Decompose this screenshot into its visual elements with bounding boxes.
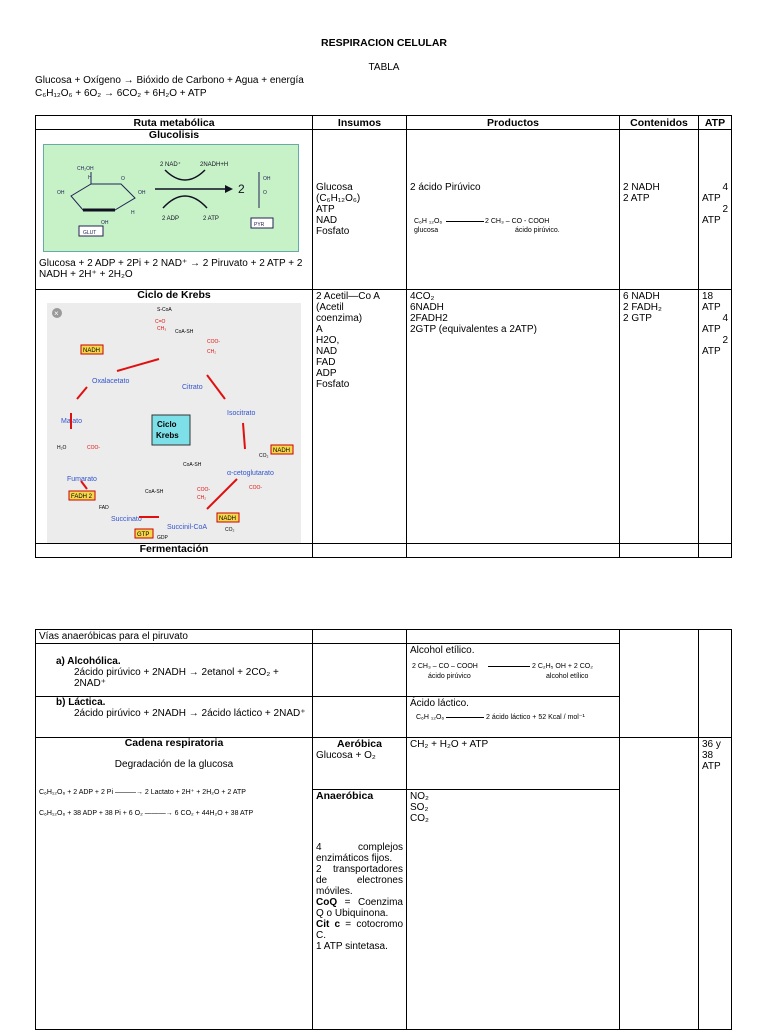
svg-text:α-cetoglutarato: α-cetoglutarato: [227, 470, 274, 477]
insumo-line: NAD: [316, 215, 338, 226]
svg-text:OH: OH: [101, 220, 109, 226]
svg-text:CH₂: CH₂: [207, 349, 217, 355]
coq-label: CoQ: [316, 897, 338, 908]
atp-unit: ATP: [702, 193, 721, 204]
svg-text:CoA-SH: CoA-SH: [183, 462, 202, 468]
complejos-text: 4 complejos enzimáticos fijos.: [316, 842, 403, 864]
glucolisis-diagram: [43, 144, 299, 252]
formula-equation: C₆H₁₂O₆ + 6O₂ → 6CO₂ + 6H₂O + ATP: [35, 88, 207, 99]
atp-unit: ATP: [702, 302, 721, 313]
svg-text:COO-: COO-: [197, 487, 211, 493]
insumo-line: coenzima): [316, 313, 363, 324]
svg-text:CH₂: CH₂: [197, 495, 207, 501]
svg-text:FADH 2: FADH 2: [71, 494, 93, 500]
page-title: RESPIRACION CELULAR: [320, 37, 447, 49]
lactica-formula: C₆H ₁₂O₆ 2 ácido láctico + 52 Kcal / mol⁻¹: [416, 714, 585, 721]
aerobica-productos: CH₂ + H₂O + ATP: [407, 738, 620, 790]
svg-text:H: H: [131, 210, 135, 216]
svg-text:Fumarato: Fumarato: [67, 476, 97, 483]
svg-text:S-CoA: S-CoA: [157, 307, 172, 313]
glucolisis-equation: Glucosa + 2 ADP + 2Pi + 2 NAD⁺ → 2 Piruvato + 2 ATP + 2 NADH + 2H⁺ + 2H₂O: [39, 258, 303, 280]
cadena-formula-2: C₆H₁₂O₆ + 38 ADP + 38 Pi + 6 O₂ ———→ 6 CO₂ + 44H₂O + 38 ATP: [39, 810, 254, 817]
alcoholica-formula: 2 CH₃ – CO – COOH 2 C₂H₅ OH + 2 CO₂ ácido pirúvico alcohol etílico: [412, 663, 593, 680]
producto-line: 2FADH2: [410, 313, 448, 324]
krebs-cycle-figure: [47, 303, 301, 543]
header-atp: ATP: [699, 116, 732, 130]
aerobica-insumos: Glucosa + O₂: [316, 750, 376, 761]
svg-text:Oxalacetato: Oxalacetato: [92, 378, 130, 385]
glucolisis-producto: 2 ácido Pirúvico: [410, 182, 481, 193]
svg-text:C=O: C=O: [155, 319, 166, 325]
degradacion-text: Degradación de la glucosa: [114, 759, 234, 770]
atp-unit: ATP: [702, 761, 721, 772]
krebs-label: Ciclo de Krebs: [137, 289, 211, 301]
atp-sintetasa-text: 1 ATP sintetasa.: [316, 941, 388, 952]
svg-text:Succinil-CoA: Succinil-CoA: [167, 524, 208, 531]
svg-text:2 ATP: 2 ATP: [203, 216, 219, 222]
contenido-line: 2 ATP: [623, 193, 650, 204]
insumo-line: Glucosa: [316, 182, 353, 193]
metabolic-table: [35, 115, 732, 558]
svg-text:CH₂OH: CH₂OH: [77, 166, 94, 172]
producto-line: CO₂: [410, 813, 429, 824]
svg-text:Krebs: Krebs: [156, 431, 179, 440]
svg-text:NADH: NADH: [219, 516, 237, 522]
svg-text:Ciclo: Ciclo: [157, 420, 177, 429]
cadena-label: Cadena respiratoria: [124, 737, 224, 749]
svg-text:H₂O: H₂O: [57, 445, 67, 451]
cit-label: Cit c: [316, 919, 341, 930]
insumo-line: ATP: [316, 204, 335, 215]
vias-header: Vías anaeróbicas para el piruvato: [36, 630, 313, 644]
svg-text:CO₂: CO₂: [259, 453, 269, 459]
glucolisis-formula: C₆H ₁₂O₆ 2 CH₃ – CO - COOH glucosa ácido pirúvico.: [414, 218, 560, 234]
svg-text:COO-: COO-: [207, 339, 221, 345]
svg-text:GTP: GTP: [137, 532, 150, 538]
svg-text:2 ADP: 2 ADP: [162, 216, 180, 222]
svg-text:Isocitrato: Isocitrato: [227, 410, 256, 417]
fermentacion-label: Fermentación: [36, 544, 313, 558]
atp-unit: ATP: [702, 324, 721, 335]
lactica-producto: Ácido láctico.: [410, 698, 469, 709]
contenido-line: 2 FADH₂: [623, 302, 662, 313]
anaerobica-label: Anaeróbica: [316, 790, 374, 802]
producto-line: 4CO₂: [410, 291, 435, 302]
producto-line: 2GTP (equivalentes a 2ATP): [410, 324, 537, 335]
contenido-line: 2 NADH: [623, 182, 660, 193]
atp-value: 2: [722, 335, 728, 346]
producto-line: NO₂: [410, 791, 429, 802]
atp-value: 4: [722, 313, 728, 324]
svg-text:×: ×: [54, 309, 59, 318]
insumo-line: A: [316, 324, 323, 335]
insumo-line: NAD: [316, 346, 338, 357]
svg-text:FAD: FAD: [99, 505, 109, 511]
svg-text:COO-: COO-: [87, 445, 101, 451]
cadena-formula-1: C₆H₁₂O₆ + 2 ADP + 2 Pi ———→ 2 Lactato + 2H⁺ + 2H₂O + 2 ATP: [39, 789, 246, 796]
svg-text:CoA-SH: CoA-SH: [175, 329, 194, 335]
page-subtitle: TABLA: [368, 62, 400, 73]
contenido-line: 2 GTP: [623, 313, 652, 324]
atp-value: 38: [702, 750, 714, 761]
svg-text:PYR: PYR: [254, 222, 265, 228]
header-ruta: Ruta metabólica: [36, 116, 313, 130]
header-contenidos: Contenidos: [620, 116, 699, 130]
svg-text:GDP: GDP: [157, 535, 168, 541]
insumo-line: (Acetil: [316, 302, 344, 313]
lactica-text: 2ácido pirúvico + 2NADH → 2ácido láctico + 2NAD⁺: [74, 708, 306, 719]
atp-value: 4: [722, 182, 728, 193]
atp-value: 18: [702, 291, 714, 302]
svg-text:H: H: [88, 175, 92, 181]
svg-text:Succinato: Succinato: [111, 516, 142, 523]
svg-text:O: O: [263, 190, 267, 196]
glucolisis-label: Glucolisis: [148, 129, 200, 141]
contenido-line: 6 NADH: [623, 291, 660, 302]
header-productos: Productos: [407, 116, 620, 130]
insumo-line: (C₆H₁₂O₆): [316, 193, 361, 204]
svg-text:OH: OH: [57, 190, 65, 196]
atp-unit: ATP: [702, 346, 721, 357]
svg-text:COO-: COO-: [249, 485, 263, 491]
producto-line: 6NADH: [410, 302, 444, 313]
alcoholica-producto: Alcohol etílico.: [410, 645, 475, 656]
insumo-line: ADP: [316, 368, 337, 379]
svg-text:NADH: NADH: [83, 348, 101, 354]
insumo-line: Fosfato: [316, 379, 350, 390]
svg-text:NADH: NADH: [273, 448, 291, 454]
svg-text:CH₃: CH₃: [157, 326, 167, 332]
svg-text:OH: OH: [138, 190, 146, 196]
cit-text: = cotocromo C.: [316, 919, 404, 941]
glycolysis-figure: [43, 144, 299, 252]
producto-line: SO₂: [410, 802, 429, 813]
atp-value: 2: [722, 204, 728, 215]
svg-text:2: 2: [238, 182, 245, 196]
alcoholica-text: 2ácido pirúvico + 2NADH → 2etanol + 2CO₂ + 2NAD⁺: [74, 667, 279, 689]
atp-unit: ATP: [702, 215, 721, 226]
insumo-line: 2 Acetil—Co A: [316, 291, 380, 302]
lactica-label: b) Láctica.: [56, 697, 106, 708]
atp-value: 36 y: [702, 739, 721, 750]
krebs-diagram: [47, 303, 301, 543]
svg-text:Citrato: Citrato: [182, 384, 203, 391]
aerobica-label: Aeróbica: [337, 738, 382, 750]
insumo-line: H2O,: [316, 335, 340, 346]
insumo-line: Fosfato: [316, 226, 350, 237]
svg-text:CoA-SH: CoA-SH: [145, 489, 164, 495]
word-equation: Glucosa + Oxígeno → Bióxido de Carbono + Agua + energía: [35, 75, 304, 86]
svg-text:CO₂: CO₂: [225, 527, 235, 533]
svg-text:OH: OH: [263, 176, 271, 182]
anaerobic-table: [35, 629, 732, 1030]
alcoholica-label: a) Alcohólica.: [56, 656, 121, 667]
svg-text:O: O: [121, 176, 125, 182]
header-insumos: Insumos: [313, 116, 407, 130]
svg-text:2 NAD⁺: 2 NAD⁺: [160, 162, 181, 168]
insumo-line: FAD: [316, 357, 336, 368]
transportadores-text: 2 transportadores de electrones móviles.: [316, 864, 403, 897]
svg-text:2NADH+H: 2NADH+H: [200, 162, 229, 168]
coq-text: = Coenzima Q o Ubiquinona.: [316, 897, 403, 919]
svg-text:GLUT: GLUT: [83, 230, 97, 236]
svg-text:Malato: Malato: [61, 418, 83, 425]
